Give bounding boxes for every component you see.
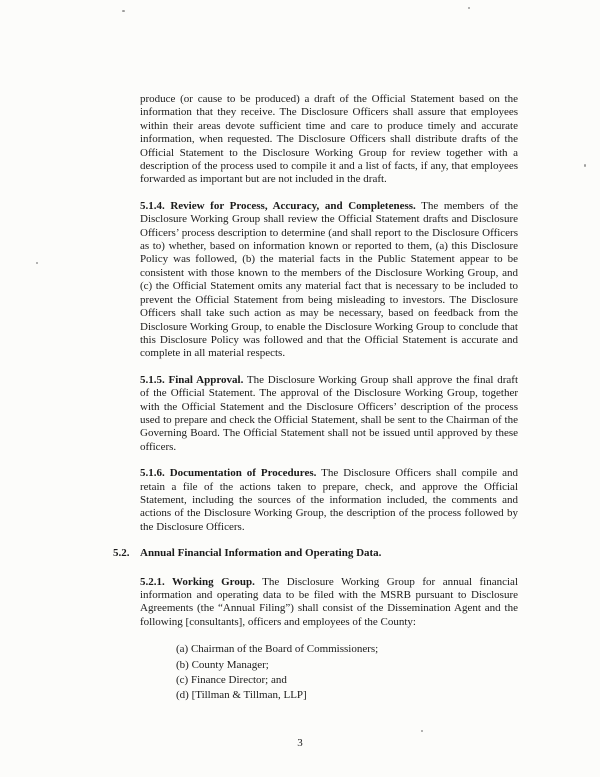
section-5-2-1-paragraph [140, 576, 518, 630]
section-5-1-4-text: The members of the Disclosure Working Group shall review the Official Statement drafts and Disclosure Officers’ process description to determine (and shall report to the Disclosure Officers as to) whether, based on information known or reported to them, (a) this Disclosure Policy was followed, (b) the material facts in the Public Statement appear to be consistent with those known to the members of the Disclosure Working Group, and (c) the Official Statement omits any material fact that is necessary to be included to prevent the Official Statement from being misleading to investors. The Disclosure Officers shall take such action as may be necessary, based on feedback from the Disclosure Working Group, to enable the Disclosure Working Group to conclude that this Disclosure Policy was followed and that the Official Statement is accurate and complete in all material respects. [140, 199, 518, 360]
scan-speck [421, 730, 423, 732]
section-5-2-title: Annual Financial Information and Operating Data. [140, 547, 382, 560]
document-body [113, 93, 519, 704]
section-5-2-1-text: The Disclosure Working Group for annual financial information and operating data to be filed with the MSRB pursuant to Disclosure Agreements (the “Annual Filing”) shall consist of the Dissemination Agent and the following [consultants], officers and employees of the County: [140, 575, 519, 628]
list-item: (a) Chairman of the Board of Commissioners; [176, 643, 379, 656]
section-5-1-4-paragraph [140, 200, 518, 361]
scan-speck [468, 7, 470, 9]
section-5-1-5-heading: 5.1.5. Final Approval. [140, 373, 244, 386]
section-5-1-6-text: The Disclosure Officers shall compile and retain a file of the actions taken to prepare, check, and approve the Official Statement, including the sources of the information included, the comments and actions of the Disclosure Working Group, the description of the process followed by the Disclosure Officers. [140, 467, 518, 533]
section-5-2-number: 5.2. [113, 547, 130, 560]
section-5-1-6-heading: 5.1.6. Documentation of Procedures. [140, 467, 317, 480]
section-5-1-6-paragraph [140, 467, 518, 534]
section-5-2-1-heading: 5.2.1. Working Group. [140, 575, 255, 588]
list-item: (b) County Manager; [176, 658, 269, 671]
list-item: (d) [Tillman & Tillman, LLP] [176, 689, 307, 702]
members-list [176, 642, 518, 704]
section-5-1-4-heading: 5.1.4. Review for Process, Accuracy, and Completeness. [140, 199, 416, 212]
section-5-2-heading-row [113, 547, 518, 560]
scan-speck [122, 10, 125, 12]
paragraph-continuation: produce (or cause to be produced) a draft of the Official Statement based on the information that they receive. The Disclosure Officers shall assure that employees within their areas devote sufficient time and care to produce timely and accurate information, when requested. The Disclosure Officers shall distribute drafts of the Official Statement to the Disclosure Working Group for review together with a description of the process used to compile it and a list of facts, if any, that employees forwarded as important but are not included in the draft. [140, 93, 518, 186]
list-item: (c) Finance Director; and [176, 674, 287, 687]
scan-speck [36, 262, 38, 264]
scan-speck [584, 164, 586, 167]
page-number: 3 [297, 737, 303, 749]
section-5-1-5-text: The Disclosure Working Group shall approve the final draft of the Official Statement. The approval of the Disclosure Working Group, together with the Official Statement and the Disclosure Officers’ description of the process used to prepare and check the Official Statement, shall be sent to the Chairman of the Governing Board. The Official Statement shall not be issued until approved by these officers. [140, 373, 519, 453]
section-5-1-5-paragraph [140, 374, 518, 454]
